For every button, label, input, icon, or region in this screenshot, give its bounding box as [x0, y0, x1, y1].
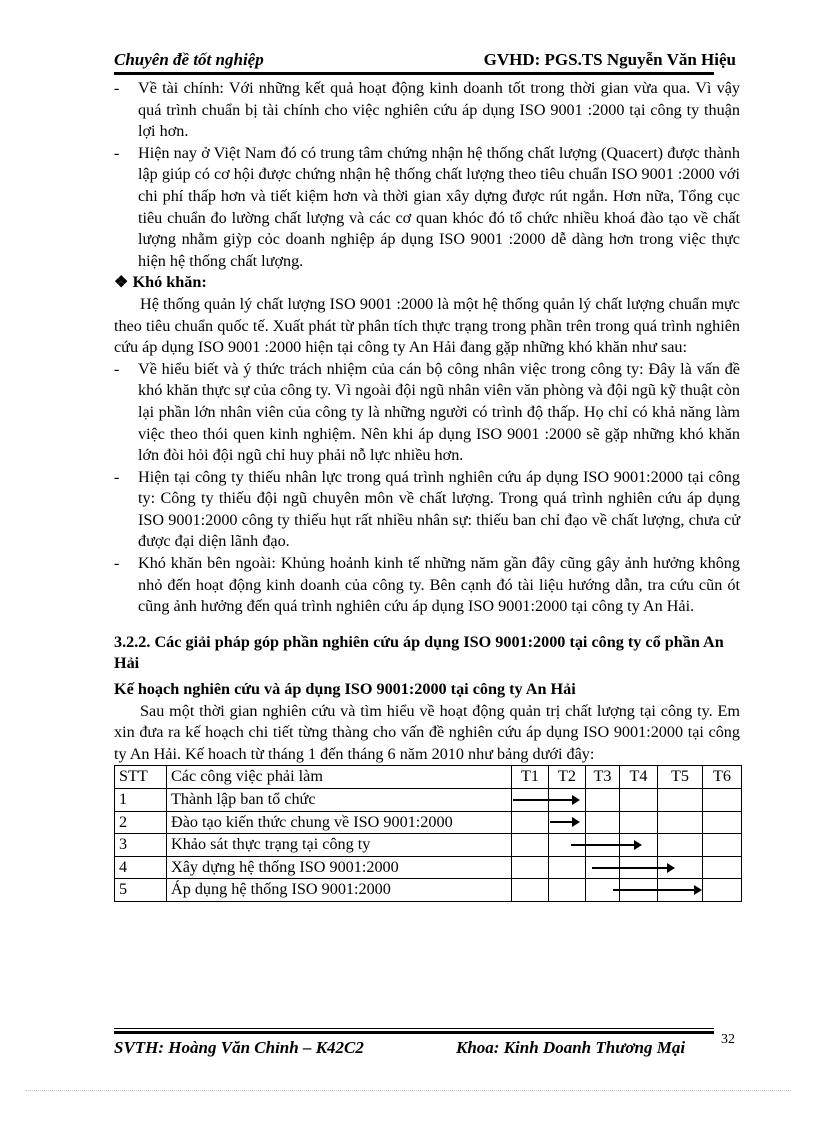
dash-bullet: -	[114, 467, 120, 486]
difficulty-item	[114, 467, 740, 553]
col-header-stt: STT	[115, 766, 167, 789]
header-title: Chuyên đề tốt nghiệp	[114, 50, 264, 69]
plan-table-wrapper	[114, 765, 740, 902]
col-header-month: T2	[549, 766, 586, 789]
footer-rule-thin	[114, 1028, 714, 1029]
month-cell	[512, 811, 549, 834]
plan-table	[114, 765, 742, 902]
col-header-task: Các công việc phải làm	[167, 766, 512, 789]
difficulty-text: Về hiểu biết và ý thức trách nhiệm của cán bộ công nhân việc trong công ty: Đây là vấn đề khó khăn thực sự của công ty. Vì ngoài đội ngũ nhân viên văn phòng và đội ngũ kỹ thuật còn lại phần lớn nhân viên của công ty là những người có trình độ thấp. Họ chỉ có khả năng làm việc theo thói quen kinh nghiệm. Nên khi áp dụng ISO 9001 :2000 sẽ gặp những khó khăn lớn đòi hỏi đội ngũ chỉ huy phải nỗ lực nhiều hơn.	[138, 359, 740, 465]
month-cell	[703, 834, 742, 857]
page-header	[114, 50, 738, 72]
col-header-month: T4	[620, 766, 658, 789]
page-number: 32	[721, 1032, 735, 1047]
difficulty-item	[114, 553, 740, 618]
row-task: Áp dụng hệ thống ISO 9001:2000	[167, 879, 512, 902]
plan-intro: Sau một thời gian nghiên cứu và tìm hiểu về hoạt động quản trị chất lượng tại công ty. Em xin đưa ra kế hoạch chi tiết từng thàng cho vấn đề nghiên cứu áp dụng ISO 9001:2000 tại công ty An Hải. Kế hoach từ tháng 1 đến tháng 6 năm 2010 như bảng dưới đây:	[114, 701, 740, 763]
advantage-item	[114, 143, 740, 273]
dash-bullet: -	[114, 359, 120, 378]
row-stt: 4	[115, 856, 167, 879]
row-stt: 2	[115, 811, 167, 834]
table-row	[115, 834, 742, 857]
row-stt: 1	[115, 789, 167, 812]
month-cell	[658, 834, 703, 857]
header-rule	[114, 72, 714, 75]
gantt-arrow	[513, 799, 574, 801]
month-cell	[620, 789, 658, 812]
month-cell	[512, 856, 549, 879]
col-header-month: T6	[703, 766, 742, 789]
row-stt: 5	[115, 879, 167, 902]
table-row	[115, 811, 742, 834]
table-row	[115, 789, 742, 812]
col-header-month: T5	[658, 766, 703, 789]
advantage-text: Về tài chính: Với những kết quả hoạt động kinh doanh tốt trong thời gian vừa qua. Vì vậy quá trình chuẩn bị tài chính cho việc nghiên cứu áp dụng ISO 9001 :2000 tại công ty thuận lợi hơn.	[138, 79, 740, 141]
row-task: Xây dựng hệ thống ISO 9001:2000	[167, 856, 512, 879]
row-task: Thành lập ban tổ chức	[167, 789, 512, 812]
col-header-month: T3	[586, 766, 620, 789]
month-cell	[586, 811, 620, 834]
advantage-text: Hiện nay ở Việt Nam đó có trung tâm chứng nhận hệ thống chất lượng (Quacert) được thành lập giúp có cơ hội được chứng nhận hệ thống chất lượng theo tiêu chuẩn ISO 9001 :2000 với chi phí thấp hơn và tiết kiệm hơn và thời gian xây dựng được rút ngắn. Hơn nữa, Tổng cục tiêu chuẩn đo lường chất lượng và các cơ quan khóc đó tổ chức nhiều khoá đào tạo về chất lượng nhằm giỳp cỏc doanh nghiệp áp dụng ISO 9001 :2000 dễ dàng hơn trong việc thực hiện hệ thống chất lượng.	[138, 143, 740, 270]
month-cell	[512, 879, 549, 902]
footer-student: SVTH: Hoàng Văn Chỉnh – K42C2	[114, 1038, 364, 1057]
month-cell	[703, 856, 742, 879]
difficulty-text: Khó khăn bên ngoài: Khủng hoảnh kinh tế những năm gần đây cũng gây ảnh hưởng không nhỏ đến hoạt động kinh doanh của công ty. Bên cạnh đó tài liệu hướng dẫn, tra cứu cũn ót cũng ảnh hưởng đến quá trình nghiên cứu áp dụng ISO 9001:2000 tại công ty An Hải.	[138, 554, 740, 616]
page-content	[114, 78, 740, 902]
col-header-month: T1	[512, 766, 549, 789]
month-cell	[512, 834, 549, 857]
month-cell	[703, 879, 742, 902]
header-advisor: GVHD: PGS.TS Nguyễn Văn Hiệu	[483, 50, 736, 69]
page-border-dotted	[25, 1090, 791, 1091]
difficulties-heading: ❖ Khó khăn:	[114, 273, 207, 292]
table-header-row	[115, 766, 742, 789]
section-heading: 3.2.2. Các giải pháp góp phần nghiên cứu áp dụng ISO 9001:2000 tại công ty cổ phần An Hải	[114, 632, 724, 673]
row-task: Đào tạo kiến thức chung về ISO 9001:2000	[167, 811, 512, 834]
gantt-arrow	[592, 867, 669, 869]
advantage-item	[114, 78, 740, 143]
footer-rule-thick	[114, 1031, 714, 1034]
month-cell	[658, 811, 703, 834]
month-cell	[703, 789, 742, 812]
difficulty-text: Hiện tại công ty thiếu nhân lực trong quá trình nghiên cứu áp dụng ISO 9001:2000 tại công ty: Công ty thiếu đội ngũ chuyên môn về chất lượng. Trong quá trình nghiên cứu áp dụng ISO 9001:2000 công ty thiếu hụt rất nhiều nhân sự: thiếu ban chỉ đạo về chất lượng, chưa cử được đại diện lãnh đạo.	[138, 467, 740, 551]
diamond-bullet-icon: ❖	[114, 273, 129, 292]
month-cell	[658, 789, 703, 812]
dash-bullet: -	[114, 143, 120, 162]
month-cell	[549, 879, 586, 902]
month-cell	[703, 811, 742, 834]
gantt-arrow	[613, 889, 697, 891]
plan-title: Kế hoạch nghiên cứu và áp dụng ISO 9001:2000 tại công ty An Hải	[114, 680, 576, 699]
gantt-arrow	[571, 844, 637, 846]
dash-bullet: -	[114, 554, 120, 573]
difficulty-item	[114, 359, 740, 467]
difficulties-intro: Hệ thống quản lý chất lượng ISO 9001 :2000 là một hệ thống quản lý chất lượng chuẩn mực theo tiêu chuẩn quốc tế. Xuất phát từ phân tích thực trạng trong phần trên trong quá trình nghiên cứu áp dụng ISO 9001 :2000 hiện tại công ty An Hải đang gặp những khó khăn như sau:	[114, 294, 740, 357]
month-cell	[586, 789, 620, 812]
month-cell	[549, 856, 586, 879]
month-cell	[620, 811, 658, 834]
row-stt: 3	[115, 834, 167, 857]
row-task: Khảo sát thực trạng tại công ty	[167, 834, 512, 857]
dash-bullet: -	[114, 79, 120, 97]
gantt-arrow	[550, 821, 574, 823]
footer-faculty: Khoa: Kinh Doanh Thương Mại	[456, 1038, 686, 1057]
